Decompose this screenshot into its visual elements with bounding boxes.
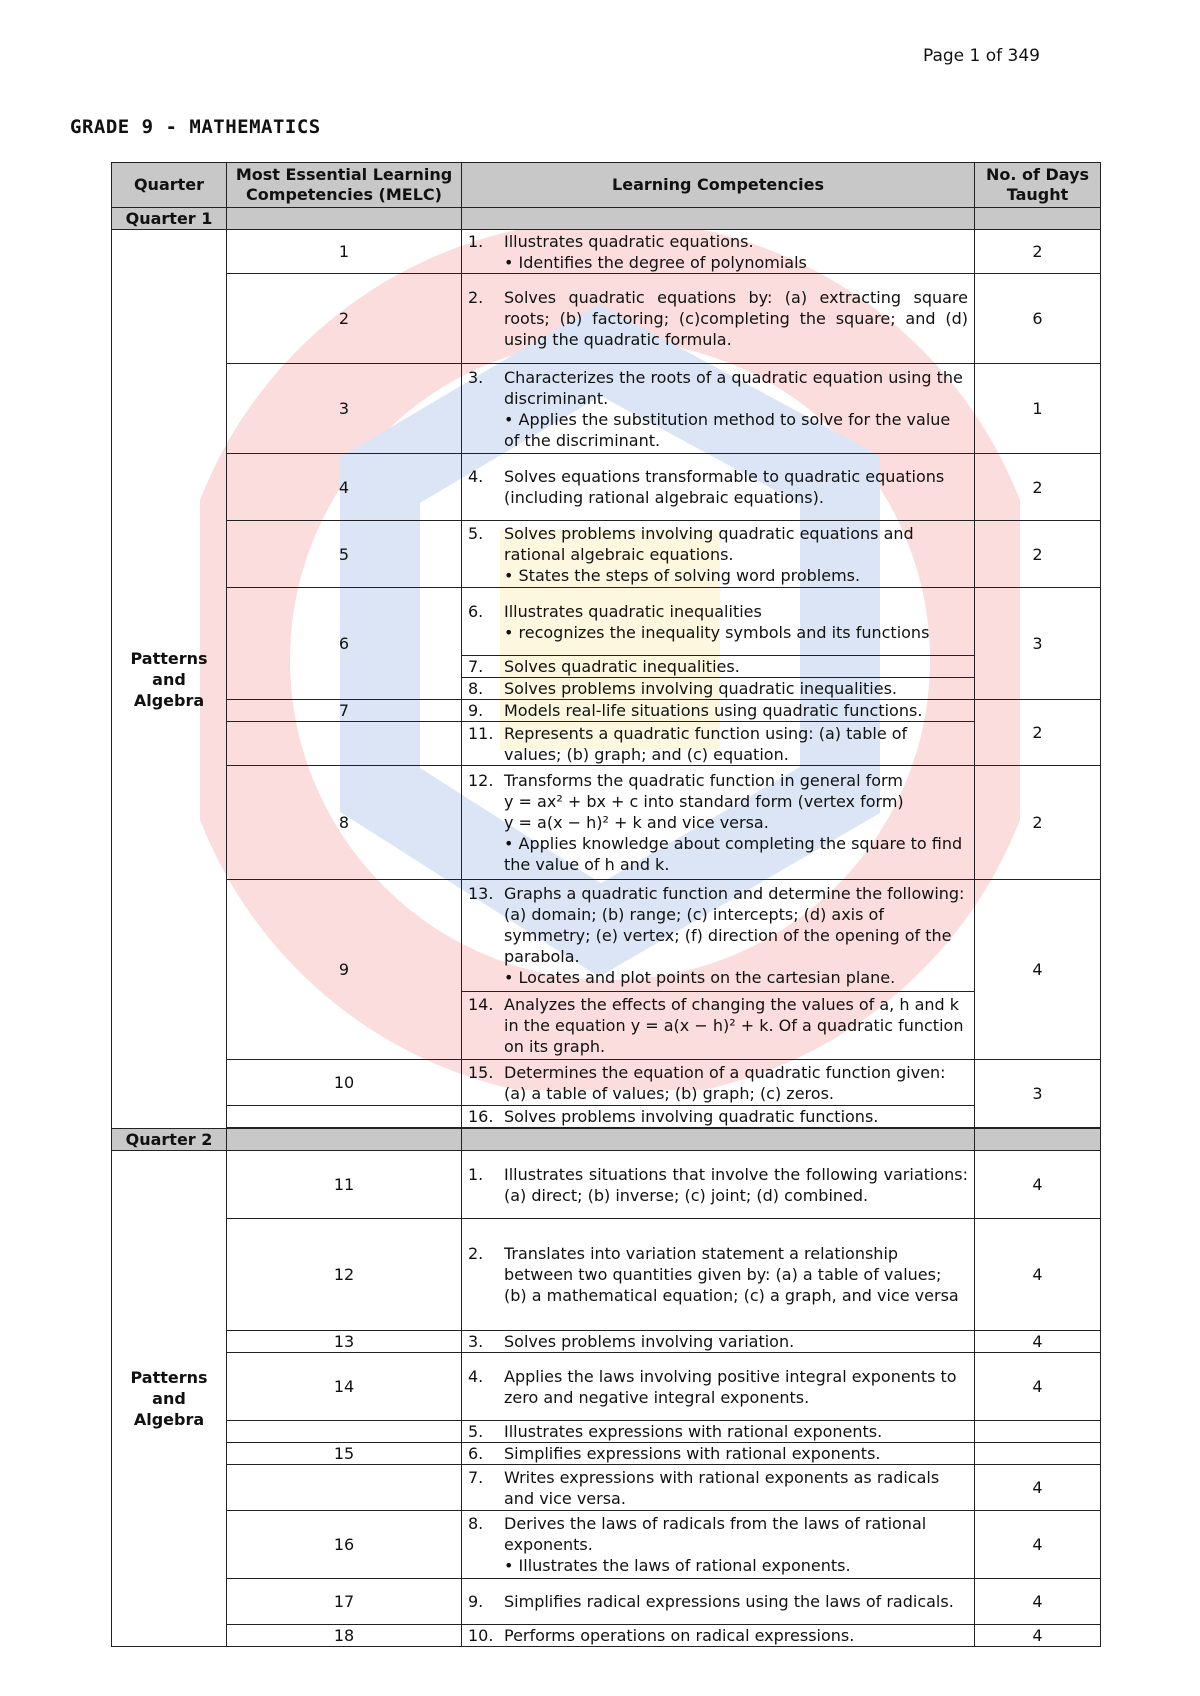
header-melc: Most Essential Learning Competencies (MELC) <box>227 163 462 208</box>
competency-cell: 2. Solves quadratic equations by: (a) extracting square roots; (b) factoring; (c)completing the square; and (d) using the quadratic formula. <box>462 274 975 364</box>
table-row <box>112 722 1101 766</box>
days-cell: 2 <box>975 521 1101 588</box>
page-number: Page 1 of 349 <box>922 46 1040 66</box>
table-row <box>112 1443 1101 1465</box>
competency-cell: 9. Models real-life situations using quadratic functions. <box>462 700 975 722</box>
melc-number: 1 <box>227 230 462 274</box>
competency-cell: 4. Solves equations transformable to quadratic equations (including rational algebraic equations). <box>462 454 975 521</box>
competency-cell: 6. Illustrates quadratic inequalities • recognizes the inequality symbols and its functions <box>462 588 975 656</box>
competency-cell: 3. Characterizes the roots of a quadratic equation using the discriminant. • Applies the substitution method to solve for the value of the discriminant. <box>462 364 975 454</box>
table-row <box>112 521 1101 588</box>
competency-cell: 2. Translates into variation statement a relationship between two quantities given by: (a) a table of values; (b) a mathematical equation; (c) a graph, and vice versa <box>462 1219 975 1331</box>
days-cell: 3 <box>975 588 1101 700</box>
table-row <box>112 880 1101 992</box>
melc-number: 17 <box>227 1579 462 1625</box>
competency-cell: 1. Illustrates situations that involve the following variations: (a) direct; (b) inverse; (c) joint; (d) combined. <box>462 1151 975 1219</box>
melc-number: 4 <box>227 454 462 521</box>
melc-number: 13 <box>227 1331 462 1353</box>
quarter-2-label: Quarter 2 <box>112 1129 227 1151</box>
days-cell: 2 <box>975 454 1101 521</box>
quarter-2-row <box>112 1129 1101 1151</box>
days-cell: 6 <box>975 274 1101 364</box>
competency-cell: 10. Performs operations on radical expressions. <box>462 1625 975 1647</box>
table-row <box>112 588 1101 656</box>
domain-cell: Patterns and Algebra <box>112 1151 227 1647</box>
table-header-row <box>112 163 1101 208</box>
days-cell: 4 <box>975 1353 1101 1421</box>
melc-number: 14 <box>227 1353 462 1421</box>
melc-table <box>111 162 1101 1647</box>
competency-cell: 6. Simplifies expressions with rational exponents. <box>462 1443 975 1465</box>
competency-cell: 14. Analyzes the effects of changing the values of a, h and k in the equation y = a(x − h)² + k. Of a quadratic function on its graph. <box>462 992 975 1060</box>
days-cell: 2 <box>975 766 1101 880</box>
table-row <box>112 1353 1101 1421</box>
days-cell: 4 <box>975 880 1101 1060</box>
header-quarter: Quarter <box>112 163 227 208</box>
competency-cell: 16. Solves problems involving quadratic functions. <box>462 1106 975 1128</box>
days-cell: 4 <box>975 1151 1101 1219</box>
days-cell: 4 <box>975 1465 1101 1511</box>
table-row <box>112 1421 1101 1443</box>
competency-cell: 8. Derives the laws of radicals from the laws of rational exponents. • Illustrates the laws of rational exponents. <box>462 1511 975 1579</box>
days-cell: 4 <box>975 1625 1101 1647</box>
days-cell: 2 <box>975 230 1101 274</box>
domain-cell: Patterns and Algebra <box>112 230 227 1129</box>
table-row <box>112 1060 1101 1106</box>
melc-number: 16 <box>227 1511 462 1579</box>
competency-cell: 5. Solves problems involving quadratic equations and rational algebraic equations. • States the steps of solving word problems. <box>462 521 975 588</box>
table-row <box>112 766 1101 880</box>
table-row <box>112 1151 1101 1219</box>
melc-number: 15 <box>227 1443 462 1465</box>
melc-number: 9 <box>227 880 462 1060</box>
table-row <box>112 700 1101 722</box>
table-row <box>112 1625 1101 1647</box>
melc-number: 12 <box>227 1219 462 1331</box>
melc-number: 18 <box>227 1625 462 1647</box>
melc-number: 5 <box>227 521 462 588</box>
competency-cell: 13. Graphs a quadratic function and determine the following: (a) domain; (b) range; (c) intercepts; (d) axis of symmetry; (e) vertex; (f) direction of the opening of the parabola. • Locates and plot points on the cartesian plane. <box>462 880 975 992</box>
days-cell: 2 <box>975 700 1101 766</box>
table-row <box>112 274 1101 364</box>
table-row <box>112 230 1101 274</box>
table-row <box>112 1331 1101 1353</box>
days-cell: 4 <box>975 1579 1101 1625</box>
days-cell: 1 <box>975 364 1101 454</box>
table-row <box>112 1579 1101 1625</box>
competency-cell: 7. Solves quadratic inequalities. <box>462 656 975 678</box>
competency-cell: 4. Applies the laws involving positive integral exponents to zero and negative integral exponents. <box>462 1353 975 1421</box>
days-cell: 4 <box>975 1331 1101 1353</box>
competency-cell: 12. Transforms the quadratic function in general form y = ax² + bx + c into standard form (vertex form) y = a(x − h)² + k and vice versa. • Applies knowledge about completing the square to find the value of h and k. <box>462 766 975 880</box>
days-cell: 4 <box>975 1219 1101 1331</box>
table-row <box>112 364 1101 454</box>
competency-cell: 1. Illustrates quadratic equations. • Identifies the degree of polynomials <box>462 230 975 274</box>
competency-cell: 9. Simplifies radical expressions using the laws of radicals. <box>462 1579 975 1625</box>
melc-number: 11 <box>227 1151 462 1219</box>
competency-cell: 7. Writes expressions with rational exponents as radicals and vice versa. <box>462 1465 975 1511</box>
days-cell: 3 <box>975 1060 1101 1128</box>
table-row <box>112 1465 1101 1511</box>
table-row <box>112 1106 1101 1128</box>
melc-number: 10 <box>227 1060 462 1106</box>
competency-cell: 8. Solves problems involving quadratic inequalities. <box>462 678 975 700</box>
competency-cell: 11. Represents a quadratic function using: (a) table of values; (b) graph; and (c) equation. <box>462 722 975 766</box>
quarter-1-label: Quarter 1 <box>112 208 227 230</box>
competency-cell: 5. Illustrates expressions with rational exponents. <box>462 1421 975 1443</box>
competency-cell: 15. Determines the equation of a quadratic function given: (a) a table of values; (b) graph; (c) zeros. <box>462 1060 975 1106</box>
document-title: GRADE 9 - MATHEMATICS <box>70 116 321 138</box>
melc-number: 8 <box>227 766 462 880</box>
days-cell: 4 <box>975 1511 1101 1579</box>
table-row <box>112 454 1101 521</box>
competency-cell: 3. Solves problems involving variation. <box>462 1331 975 1353</box>
melc-number: 3 <box>227 364 462 454</box>
table-row <box>112 1219 1101 1331</box>
melc-number: 7 <box>227 700 462 722</box>
melc-number: 6 <box>227 588 462 700</box>
header-competencies: Learning Competencies <box>462 163 975 208</box>
melc-number: 2 <box>227 274 462 364</box>
table-row <box>112 1511 1101 1579</box>
header-days: No. of Days Taught <box>975 163 1101 208</box>
quarter-1-row <box>112 208 1101 230</box>
